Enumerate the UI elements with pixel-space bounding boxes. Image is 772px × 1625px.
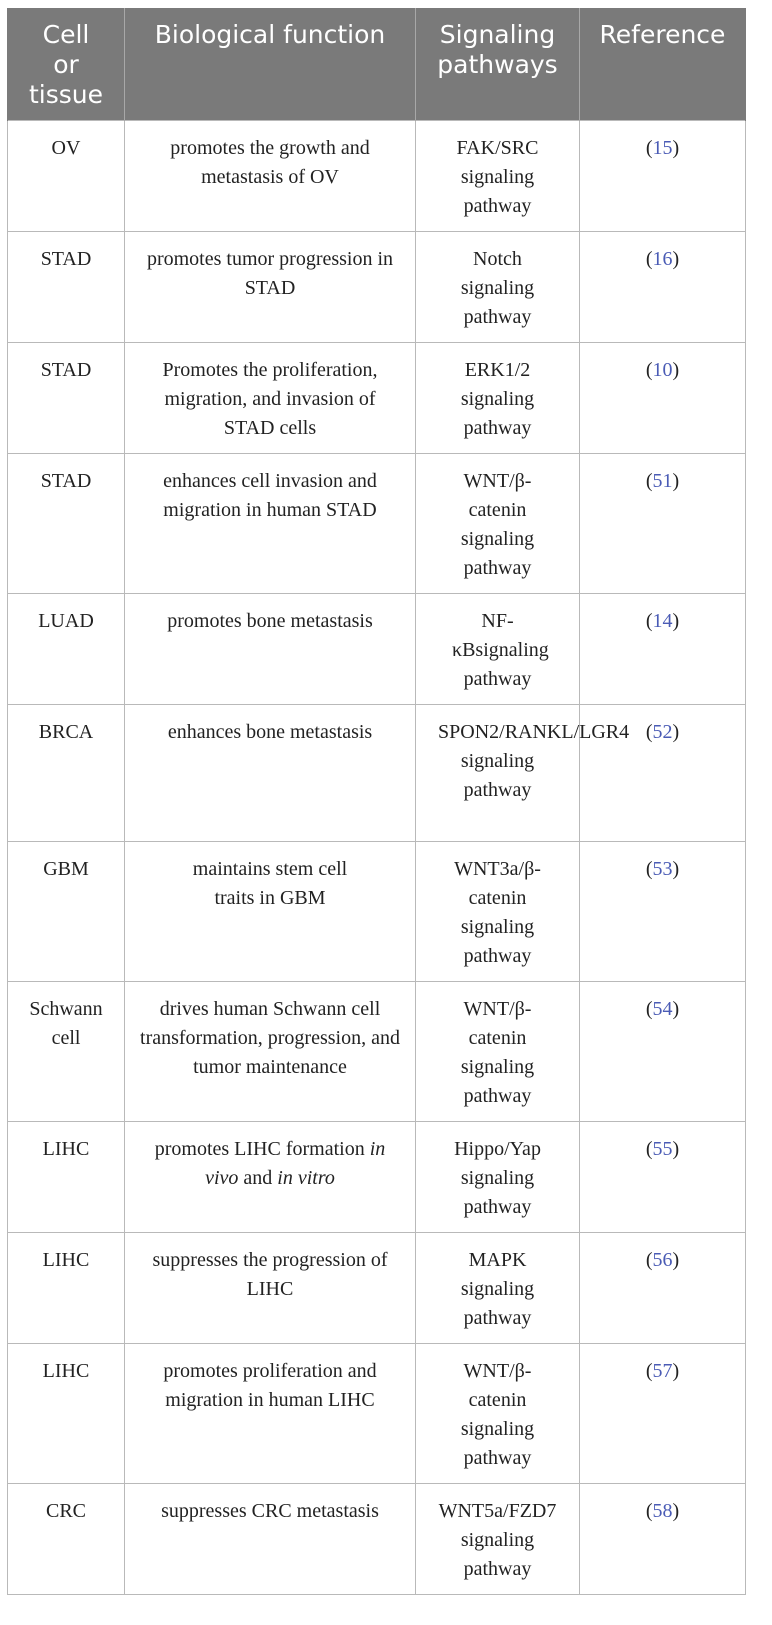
table-container xyxy=(7,8,745,1595)
header-cell-or-tissue xyxy=(8,8,125,121)
biological-function: promotes bone metastasis xyxy=(125,594,416,705)
signaling-pathway: WNT/β-catenin signaling pathway xyxy=(416,454,580,594)
reference-link[interactable]: 54 xyxy=(652,998,673,1020)
function-text: and xyxy=(238,1167,278,1189)
signaling-pathway: Hippo/Yap signaling pathway xyxy=(416,1122,580,1233)
biological-function: promotes the growth and metastasis of OV xyxy=(125,121,416,232)
reference-link[interactable]: 57 xyxy=(652,1360,673,1382)
signaling-pathway: ERK1/2 signaling pathway xyxy=(416,343,580,454)
cell-or-tissue: LIHC xyxy=(8,1233,125,1344)
reference-link[interactable]: 52 xyxy=(652,721,673,743)
signaling-pathway: MAPK signaling pathway xyxy=(416,1233,580,1344)
function-italic: in vivo xyxy=(205,1138,386,1189)
function-text: promotes LIHC formation xyxy=(154,1138,370,1160)
table-row xyxy=(8,121,746,232)
cell-or-tissue: Schwann cell xyxy=(8,982,125,1122)
reference-cell: (52) xyxy=(580,705,746,842)
header-text: Signaling xyxy=(439,20,556,49)
signaling-pathway: Notch signaling pathway xyxy=(416,232,580,343)
reference-cell: (15) xyxy=(580,121,746,232)
signaling-pathway: FAK/SRC signaling pathway xyxy=(416,121,580,232)
biological-function: suppresses CRC metastasis xyxy=(125,1484,416,1595)
cell-or-tissue: STAD xyxy=(8,343,125,454)
reference-link[interactable]: 51 xyxy=(652,470,673,492)
cell-or-tissue: LUAD xyxy=(8,594,125,705)
biological-function: drives human Schwann cell transformation, progression, and tumor maintenance xyxy=(125,982,416,1122)
reference-link[interactable]: 15 xyxy=(652,137,673,159)
biological-function: promotes tumor progression in STAD xyxy=(125,232,416,343)
table-row xyxy=(8,594,746,705)
cell-or-tissue: STAD xyxy=(8,232,125,343)
biological-function: enhances bone metastasis xyxy=(125,705,416,842)
table-row xyxy=(8,982,746,1122)
header-biological-function xyxy=(125,8,416,121)
reference-cell: (51) xyxy=(580,454,746,594)
table-row xyxy=(8,1344,746,1484)
signaling-pathway: WNT/β-catenin signaling pathway xyxy=(416,982,580,1122)
header-text: Reference xyxy=(599,20,726,49)
header-signaling-pathways xyxy=(416,8,580,121)
table-row xyxy=(8,842,746,982)
signaling-pathway: WNT3a/β-catenin signaling pathway xyxy=(416,842,580,982)
header-text: Cell xyxy=(42,20,90,49)
header-reference xyxy=(580,8,746,121)
header-text: tissue xyxy=(28,80,104,109)
header-text: Biological function xyxy=(154,20,386,49)
signaling-pathway: SPON2/RANKL/LGR4 signaling pathway xyxy=(416,705,580,842)
header-row xyxy=(8,8,746,121)
reference-link[interactable]: 56 xyxy=(652,1249,673,1271)
table-row xyxy=(8,454,746,594)
biological-function: maintains stem cell traits in GBM xyxy=(125,842,416,982)
reference-link[interactable]: 53 xyxy=(652,858,673,880)
reference-cell: (53) xyxy=(580,842,746,982)
biological-function: Promotes the proliferation, migration, and invasion of STAD cells xyxy=(125,343,416,454)
reference-cell: (57) xyxy=(580,1344,746,1484)
cell-or-tissue: STAD xyxy=(8,454,125,594)
biological-function: enhances cell invasion and migration in human STAD xyxy=(125,454,416,594)
header-text: pathways xyxy=(437,50,558,79)
function-italic: in vitro xyxy=(277,1167,335,1189)
table-body xyxy=(8,121,746,1595)
cell-or-tissue: GBM xyxy=(8,842,125,982)
reference-cell: (14) xyxy=(580,594,746,705)
reference-link[interactable]: 55 xyxy=(652,1138,673,1160)
reference-cell: (54) xyxy=(580,982,746,1122)
reference-cell: (56) xyxy=(580,1233,746,1344)
reference-link[interactable]: 10 xyxy=(652,359,673,381)
cell-or-tissue: CRC xyxy=(8,1484,125,1595)
signaling-pathway: WNT5a/FZD7 signaling pathway xyxy=(416,1484,580,1595)
pathway-table xyxy=(7,8,746,1595)
table-row xyxy=(8,343,746,454)
cell-or-tissue: OV xyxy=(8,121,125,232)
header-text: or xyxy=(53,50,79,79)
cell-or-tissue: LIHC xyxy=(8,1122,125,1233)
table-row xyxy=(8,1233,746,1344)
reference-cell: (55) xyxy=(580,1122,746,1233)
table-header xyxy=(8,8,746,121)
reference-link[interactable]: 14 xyxy=(652,610,673,632)
reference-link[interactable]: 16 xyxy=(652,248,673,270)
reference-link[interactable]: 58 xyxy=(652,1500,673,1522)
reference-cell: (58) xyxy=(580,1484,746,1595)
signaling-pathway: WNT/β-catenin signaling pathway xyxy=(416,1344,580,1484)
table-row xyxy=(8,705,746,842)
biological-function xyxy=(125,1122,416,1233)
biological-function: suppresses the progression of LIHC xyxy=(125,1233,416,1344)
biological-function: promotes proliferation and migration in human LIHC xyxy=(125,1344,416,1484)
table-row xyxy=(8,232,746,343)
cell-or-tissue: BRCA xyxy=(8,705,125,842)
signaling-pathway: NF-κBsignaling pathway xyxy=(416,594,580,705)
reference-cell: (16) xyxy=(580,232,746,343)
cell-or-tissue: LIHC xyxy=(8,1344,125,1484)
table-row xyxy=(8,1122,746,1233)
reference-cell: (10) xyxy=(580,343,746,454)
table-row xyxy=(8,1484,746,1595)
